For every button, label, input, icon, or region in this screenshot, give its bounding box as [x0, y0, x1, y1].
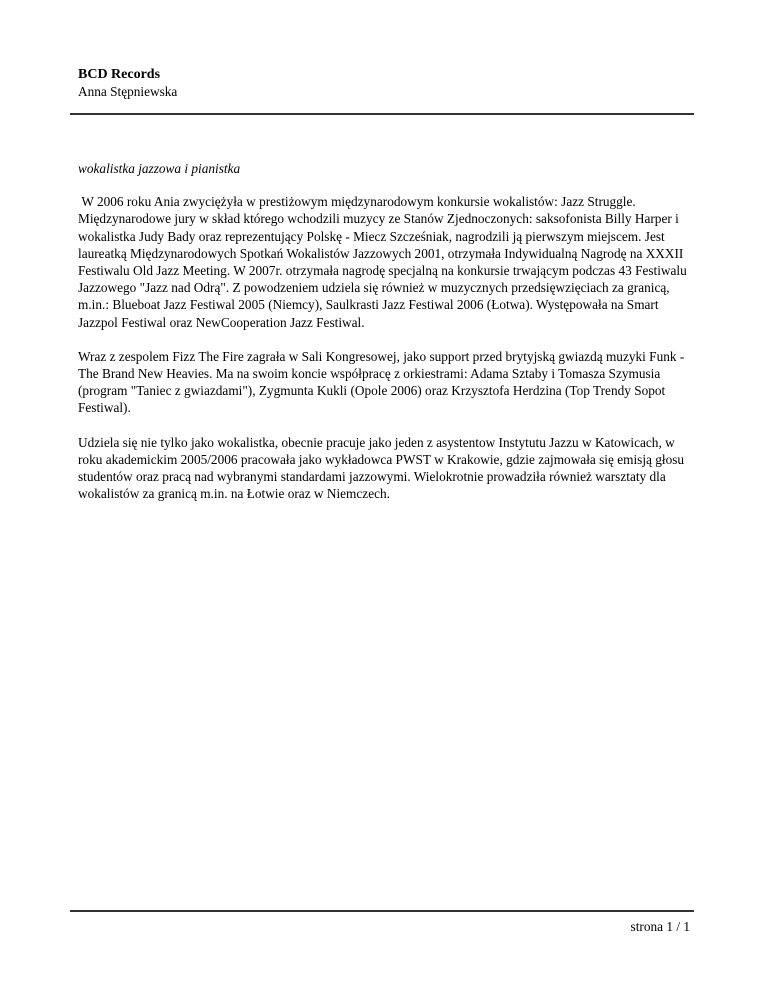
article-paragraph: Wraz z zespolem Fizz The Fire zagrała w Sali Kongresowej, jako support przed brytyjską gwiazdą muzyki Funk - The Brand New Heavies. Ma na swoim koncie współpracę z orkiestrami: Adama Sztaby i Tomasza Szymusia (program "Taniec z gwiazdami"), Zygmunta Kukli (Opole 2006) oraz Krzysztofa Herdzina (Top Trendy Sopot Festiwal). [78, 348, 685, 416]
page-indicator: strona 1 / 1 [630, 919, 690, 934]
footer-divider [70, 910, 694, 912]
article-paragraph: W 2006 roku Ania zwyciężyła w prestiżowym międzynarodowym konkursie wokalistów: Jazz Struggle. Międzynarodowe jury w skład którego wchodzili muzycy ze Stanów Zjednoczonych: saksofonista Billy Harper i wokalistka Judy Bady oraz reprezentujący Polskę - Miecz Szcześniak, nagrodzili ją pierwszym miejscem. Jest laureatką Międzynarodowych Spotkań Wokalistów Jazzowych 2001, otrzymała Indywidualną Nagrodę na XXXII Festiwalu Old Jazz Meeting. W 2007r. otrzymała nagrodę specjalną na konkursie trwającym podczas 43 Festiwalu Jazzowego "Jazz nad Odrą". Z powodzeniem udziela się również w muzycznych przedsięwzięciach za granicą, m.in.: Blueboat Jazz Festiwal 2005 (Niemcy), Saulkrasti Jazz Festiwal 2006 (Łotwa). Występowała na Smart Jazzpol Festiwal oraz NewCooperation Jazz Festiwal. [78, 194, 691, 330]
author-name: Anna Stępniewska [78, 84, 178, 99]
article-paragraph: Udziela się nie tylko jako wokalistka, obecnie pracuje jako jeden z asystentow Instytutu Jazzu w Katowicach, w roku akademickim 2005/2006 pracowała jako wykładowca PWST w Krakowie, gdzie zajmowała się emisją głosu studentów oraz pracą nad wybranymi standardami jazzowymi. Wielokrotnie prowadziła również warsztaty dla wokalistów za granicą m.in. na Łotwie oraz w Niemczech. [78, 434, 685, 502]
article-subtitle: wokalistka jazzowa i pianistka [78, 161, 241, 176]
site-title: BCD Records [78, 67, 161, 82]
header-divider [70, 113, 694, 115]
document-header [78, 66, 690, 100]
article-body [78, 160, 690, 519]
